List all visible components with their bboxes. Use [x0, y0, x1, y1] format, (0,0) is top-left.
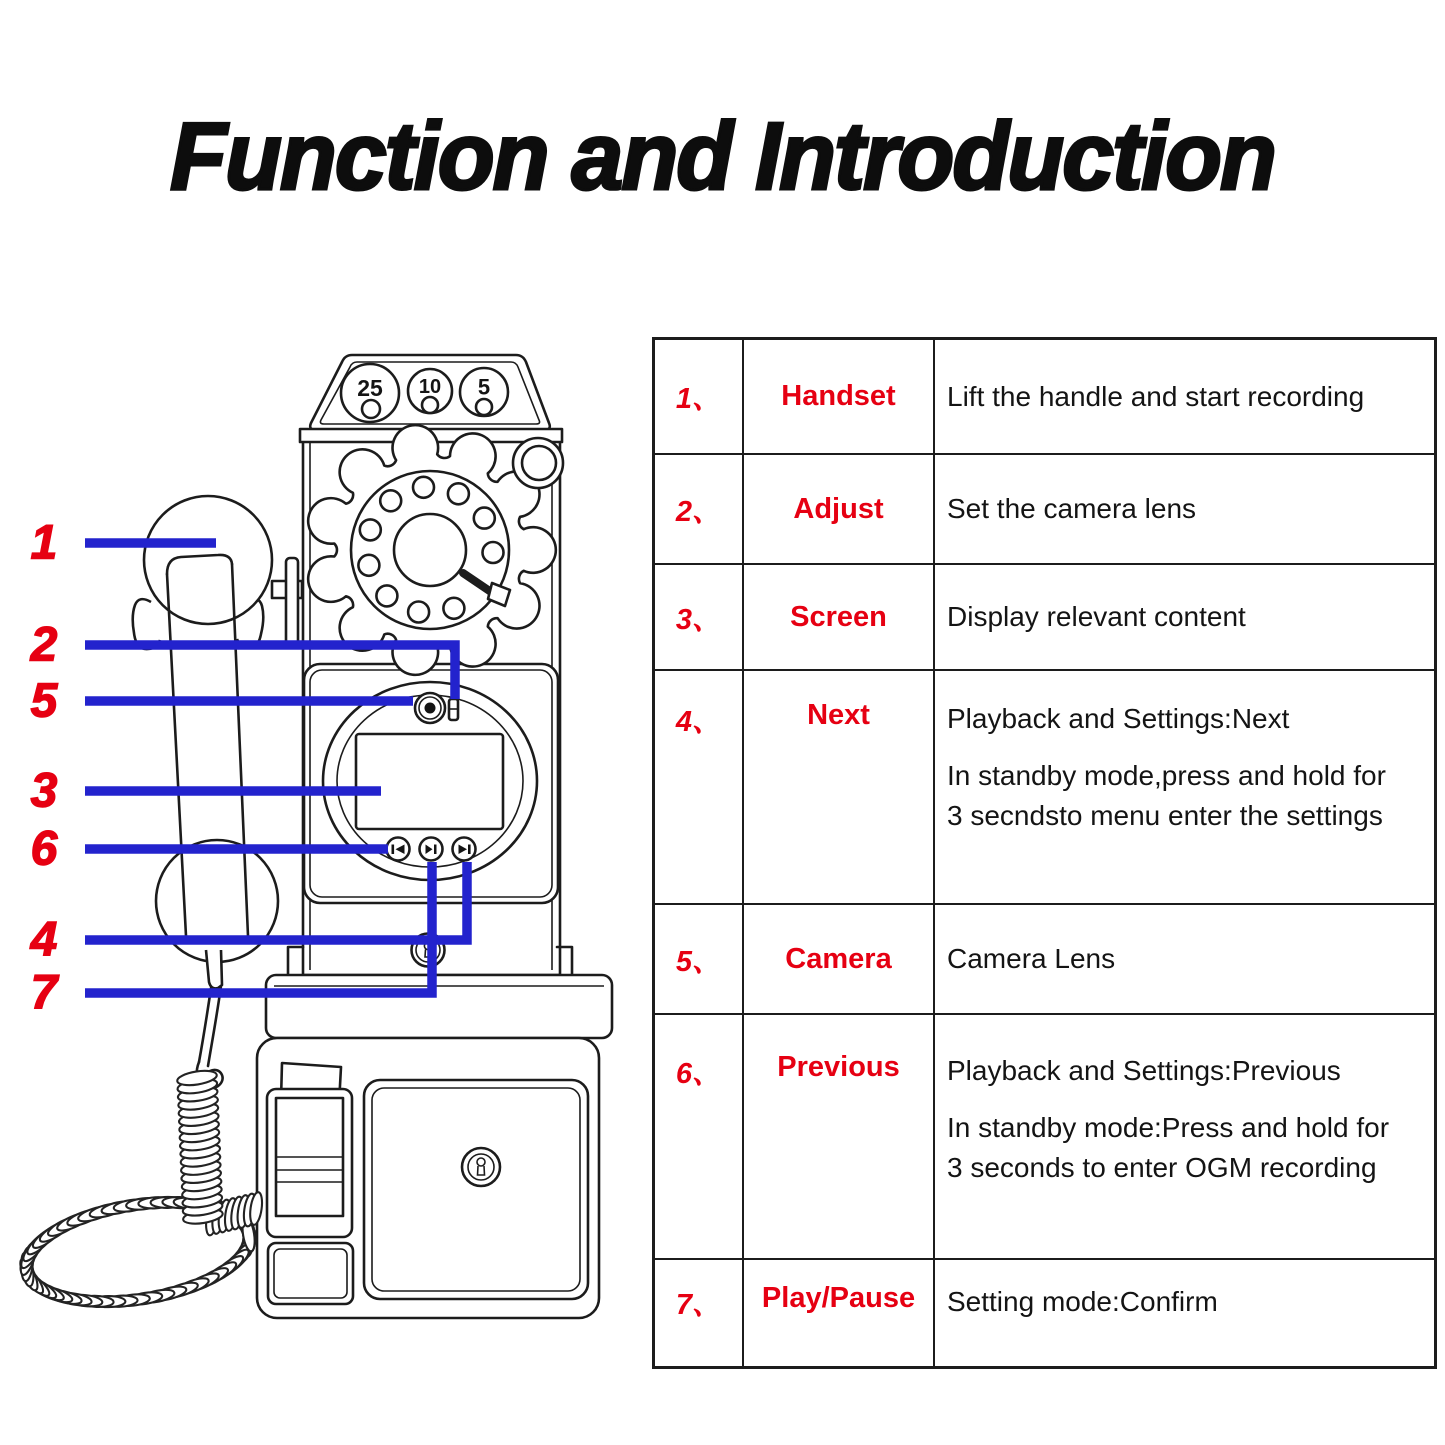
callout-number: 7 — [30, 966, 58, 1020]
row-number-cell — [655, 455, 744, 563]
row-name: Previous — [777, 1051, 900, 1083]
adjust-lever-icon — [449, 699, 458, 720]
callout-number: 6 — [30, 822, 58, 876]
row-number: 6、 — [675, 1058, 722, 1090]
description-text: Camera Lens — [947, 943, 1116, 974]
row-number-cell — [655, 1015, 744, 1258]
table-row — [655, 671, 1434, 905]
coin-box — [257, 1038, 599, 1318]
row-name: Adjust — [793, 492, 884, 525]
function-table — [652, 337, 1437, 1369]
callout-numbers — [30, 517, 60, 1020]
coin-return-door — [268, 1243, 353, 1304]
coin-label-5: 5 — [477, 374, 491, 400]
coin-panel — [300, 355, 562, 442]
description-text: Playback and Settings:Previous — [947, 1055, 1341, 1086]
row-description-cell — [935, 565, 1434, 669]
row-name-cell — [744, 340, 935, 453]
page-title: Function and Introduction — [170, 103, 1275, 210]
row-number: 4、 — [675, 706, 722, 738]
camera-lens-icon — [415, 693, 445, 723]
table-row — [655, 340, 1434, 455]
row-number: 7、 — [675, 1289, 722, 1321]
description-text: Display relevant content — [947, 601, 1246, 632]
description-text: Lift the handle and start recording — [947, 380, 1365, 412]
coiled-cord — [17, 1068, 264, 1307]
row-description-cell — [935, 671, 1434, 903]
row-name-cell — [744, 455, 935, 563]
row-name-cell — [744, 565, 935, 669]
coin-return-lever — [267, 1063, 352, 1237]
row-number-cell — [655, 671, 744, 903]
row-name-cell — [744, 905, 935, 1013]
description-text: Playback and Settings:Next — [947, 703, 1290, 734]
coin-slot-10 — [408, 369, 452, 413]
play-pause-button-icon — [420, 838, 443, 861]
row-name-cell — [744, 1260, 935, 1369]
playback-buttons — [387, 838, 476, 861]
previous-button-icon — [387, 838, 410, 861]
row-description-cell — [935, 340, 1434, 453]
vault-door — [364, 1080, 588, 1299]
table-row — [655, 905, 1434, 1015]
door-lock-icon — [462, 1148, 500, 1186]
row-number-cell — [655, 340, 744, 453]
row-name: Handset — [781, 380, 896, 412]
row-name-cell — [744, 1015, 935, 1258]
row-name: Camera — [785, 942, 892, 975]
row-name: Next — [807, 699, 870, 731]
row-name-cell — [744, 671, 935, 903]
callout-number: 4 — [30, 913, 58, 967]
callout-number: 5 — [30, 674, 58, 728]
row-description-cell — [935, 455, 1434, 563]
row-description-cell — [935, 1015, 1434, 1258]
row-name: Screen — [790, 600, 887, 633]
next-button-icon — [453, 838, 476, 861]
callout-number: 2 — [30, 618, 58, 672]
row-number-cell — [655, 565, 744, 669]
table-row — [655, 1015, 1434, 1260]
table-row — [655, 455, 1434, 565]
coin-slot-25 — [341, 364, 399, 422]
phone-illustration — [17, 355, 612, 1318]
callout-number: 1 — [30, 516, 58, 570]
coin-slot-5 — [460, 368, 508, 416]
coin-label-25: 25 — [357, 375, 383, 401]
description-text: Setting mode:Confirm — [947, 1286, 1218, 1317]
row-number: 5、 — [675, 945, 722, 978]
row-number-cell — [655, 905, 744, 1013]
description-text: In standby mode,press and hold for 3 secndsto menu enter the settings — [947, 760, 1386, 831]
row-number-cell — [655, 1260, 744, 1369]
description-text: Set the camera lens — [947, 493, 1197, 524]
table-row — [655, 1260, 1434, 1369]
row-number: 3、 — [675, 603, 722, 636]
callout-number: 3 — [30, 764, 58, 818]
row-number: 2、 — [675, 495, 722, 528]
dial-knob — [513, 438, 563, 488]
description-text: In standby mode:Press and hold for 3 seconds to enter OGM recording — [947, 1112, 1390, 1183]
row-description-cell — [935, 1260, 1434, 1369]
coin-label-10: 10 — [418, 376, 442, 398]
screen — [356, 734, 503, 829]
table-row — [655, 565, 1434, 671]
row-name: Play/Pause — [761, 1282, 916, 1314]
row-number: 1、 — [675, 383, 722, 415]
row-description-cell — [935, 905, 1434, 1013]
